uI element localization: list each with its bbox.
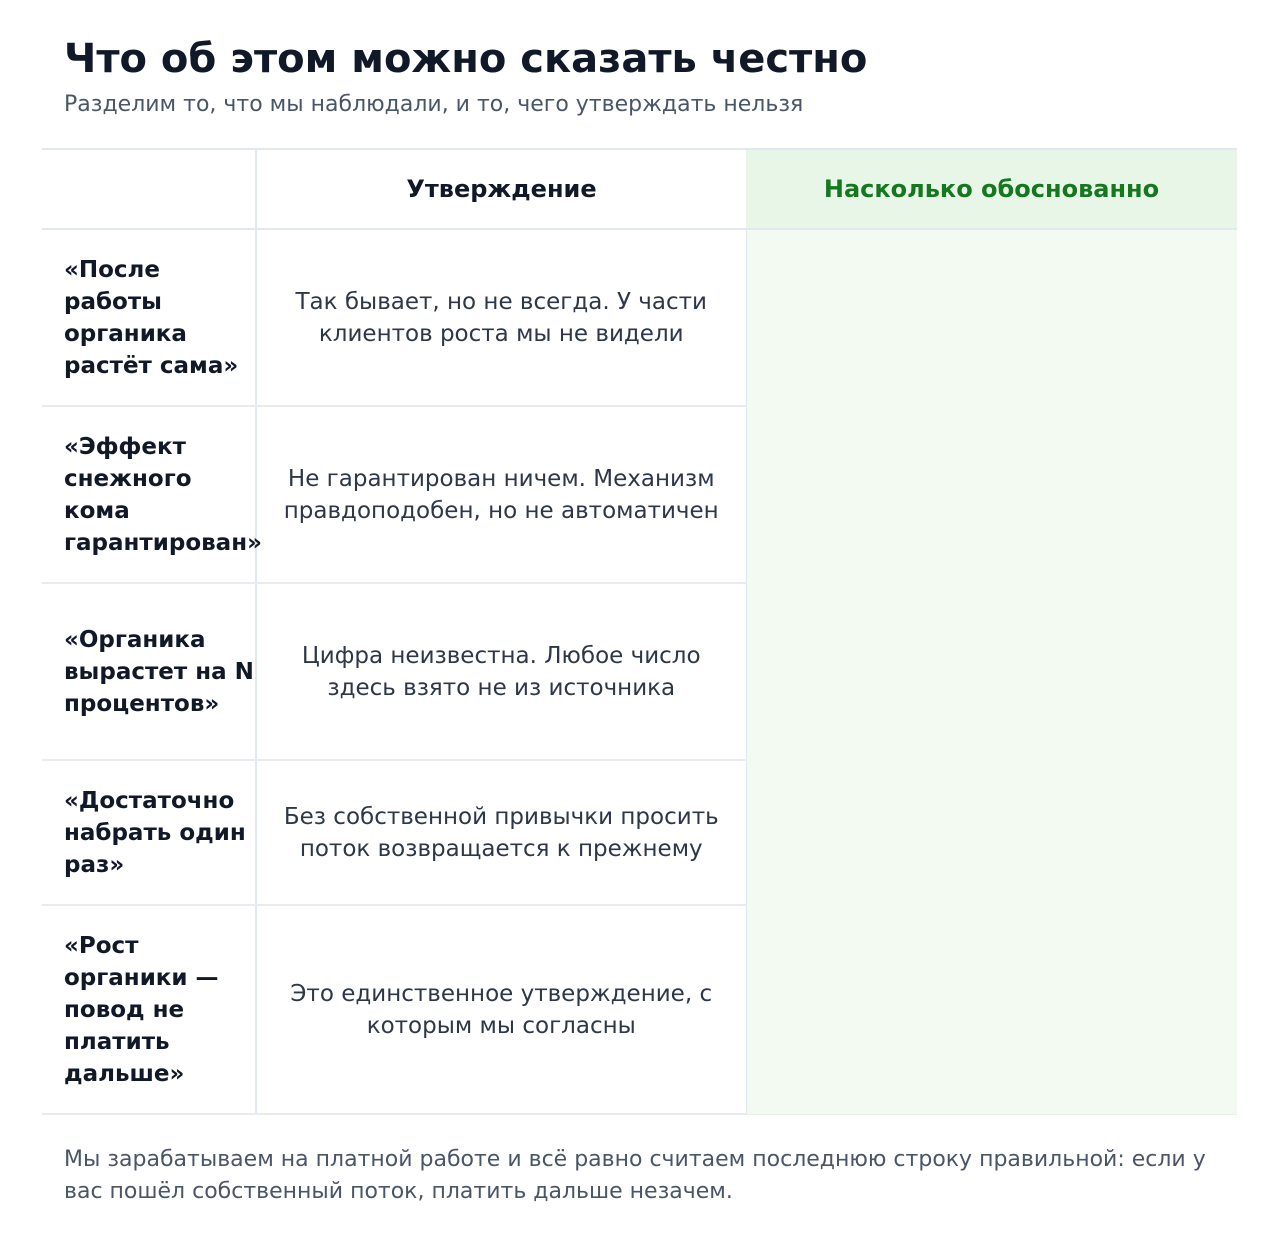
header-empty-cell [42, 149, 256, 229]
basis-cell [746, 760, 1237, 905]
claim-text: «Рост органики — повод не платить дальше» [64, 932, 219, 1087]
verdict-cell: Не гарантирован ничем. Механизм правдоподобен, но не автоматичен [256, 406, 746, 583]
claim-cell [42, 406, 262, 583]
basis-cell [746, 229, 1237, 406]
table-row [42, 905, 1237, 1114]
table-row [42, 229, 1237, 406]
verdict-cell: Без собственной привычки просить поток возвращается к прежнему [256, 760, 746, 905]
basis-cell [746, 406, 1237, 583]
claims-table [42, 148, 1237, 1115]
table-row [42, 583, 1237, 760]
verdict-cell: Так бывает, но не всегда. У части клиентов роста мы не видели [256, 229, 746, 406]
table-header-row [42, 149, 1237, 229]
basis-cell [746, 583, 1237, 760]
claim-text: «Достаточно набрать один раз» [64, 787, 246, 878]
header-statement: Утверждение [256, 149, 746, 229]
claim-cell [42, 583, 256, 760]
verdict-cell: Это единственное утверждение, с которым мы согласны [256, 905, 746, 1114]
verdict-cell: Цифра неизвестна. Любое число здесь взято не из источника [256, 583, 746, 760]
claim-text: «После работы органика растёт сама» [64, 256, 239, 379]
claim-text: «Органика вырастет на N процентов» [64, 626, 254, 717]
table-row [42, 406, 1237, 583]
claim-cell [42, 905, 256, 1114]
footnote: Мы зарабатываем на платной работе и всё равно считаем последнюю строку правильной: если у вас пошёл собственный поток, платить дальше незачем. [64, 1147, 1206, 1204]
page-title: Что об этом можно сказать честно [64, 36, 868, 82]
claim-text: «Эффект снежного кома гарантирован» [64, 433, 262, 556]
header-basis: Насколько обоснованно [746, 149, 1237, 229]
page-subtitle: Разделим то, что мы наблюдали, и то, чего утверждать нельзя [64, 92, 804, 117]
claim-cell [42, 229, 256, 406]
basis-cell [746, 905, 1237, 1114]
table-row [42, 760, 1237, 905]
claim-cell [42, 760, 256, 905]
